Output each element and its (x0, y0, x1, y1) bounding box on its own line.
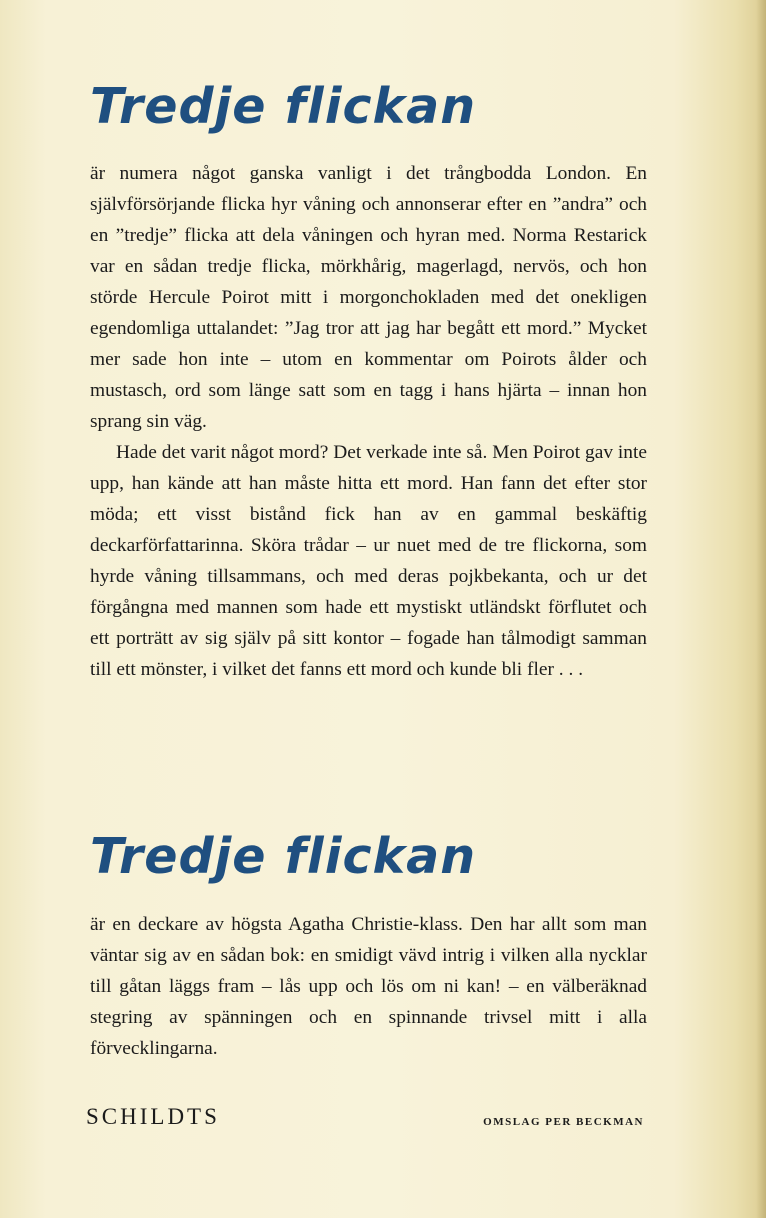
title-heading-bottom: Tredje flickan (90, 828, 477, 885)
publisher-name: SCHILDTS (86, 1104, 220, 1129)
blurb-section-top (90, 158, 647, 685)
blurb-paragraph-1: är numera något ganska vanligt i det trångbodda London. En självförsörjande flicka hyr våning och annonserar efter en ”andra” och en ”tredje” flicka att dela våningen och hyran med. Norma Restarick var en sådan tredje flicka, mörkhårig, magerlagd, nervös, och hon störde Hercule Poirot mitt i morgonchokladen med det onekligen egendomliga uttalandet: ”Jag tror att jag har begått ett mord.” Mycket mer sade hon inte – utom en kommentar om Poirots ålder och mustasch, ord som länge satt som en tagg i hans hjärta – innan hon sprang sin väg. (90, 163, 647, 432)
blurb-section-bottom (90, 909, 647, 1064)
title-heading-top: Tredje flickan (90, 78, 477, 135)
cover-design-credit: OMSLAG PER BECKMAN (483, 1116, 644, 1128)
blurb-paragraph-3: är en deckare av högsta Agatha Christie-klass. Den har allt som man väntar sig av en sådan bok: en smidigt vävd intrig i vilken alla nycklar till gåtan läggs fram – lås upp och lös om ni kan! – en välberäknad stegring av spänningen och en spinnande trivsel mitt i alla förvecklingarna. (90, 914, 647, 1059)
blurb-paragraph-2: Hade det varit något mord? Det verkade inte så. Men Poirot gav inte upp, han kände att han måste hitta ett mord. Han fann det efter stor möda; ett visst bistånd fick han av en gammal beskäftig deckarförfattarinna. Sköra trådar – ur nuet med de tre flickorna, som hyrde våning tillsammans, och med deras pojkbekanta, och ur det förgångna med mannen som hade ett mystiskt utländskt förflutet och ett porträtt av sig själv på sitt kontor – fogade han tålmodigt samman till ett mönster, i vilket det fanns ett mord och kunde bli fler . . . (90, 442, 647, 680)
